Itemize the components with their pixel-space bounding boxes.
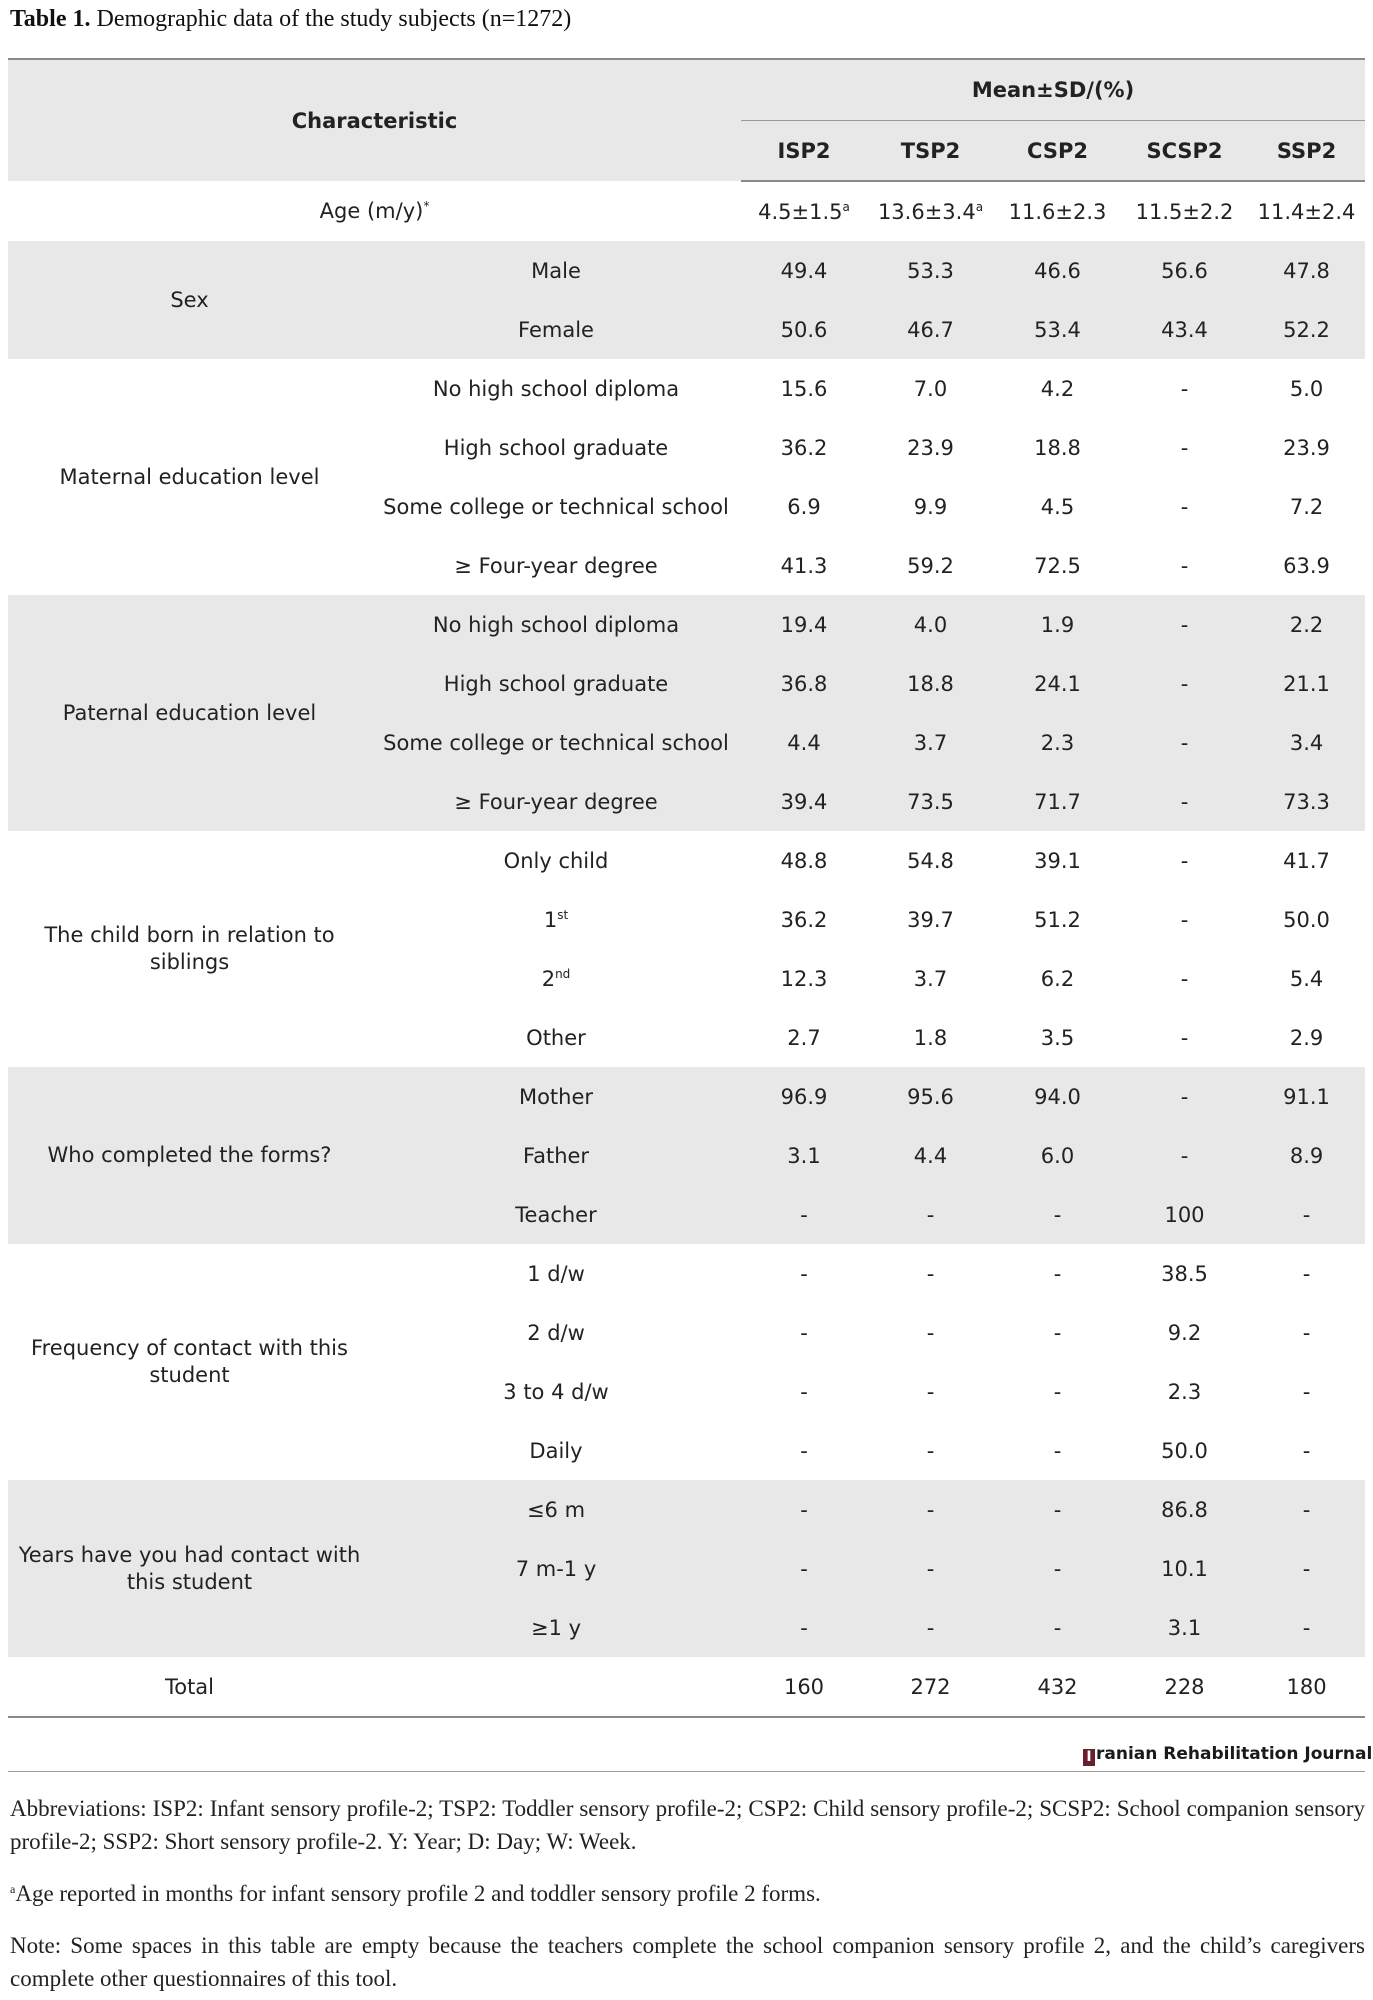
table-cell: 7.0 [913, 376, 948, 401]
table-cell: 15.6 [780, 376, 828, 401]
table-cell: - [1053, 1438, 1062, 1463]
table-cell: 9.2 [1167, 1320, 1202, 1345]
row-label: ≤6 m [371, 1480, 741, 1539]
table-cell: 3.1 [741, 1126, 867, 1185]
table-cell: 91.1 [1248, 1067, 1365, 1126]
table-cell: 6.2 [1040, 966, 1075, 991]
total-cell: 160 [741, 1657, 867, 1717]
table-body [8, 181, 1365, 1717]
table-cell: 56.6 [1121, 241, 1248, 300]
table-cell: 39.1 [1034, 848, 1081, 873]
table-cell: 100 [1121, 1185, 1248, 1244]
journal-logo-mark: I [1083, 1749, 1095, 1766]
table-cell: 4.4 [867, 1126, 994, 1185]
table-cell: 53.3 [867, 241, 994, 300]
header-characteristic: Characteristic [8, 59, 741, 181]
table-cell: 2.7 [787, 1025, 821, 1050]
table-cell: - [800, 1438, 808, 1463]
table-cell: - [1180, 848, 1189, 873]
table-cell: 71.7 [994, 772, 1121, 831]
table-cell: - [867, 1480, 994, 1539]
row-label: Only child [503, 848, 609, 873]
table-cell: 19.4 [741, 595, 867, 654]
group-label: Years have you had contact with this student [8, 1480, 371, 1657]
age-label: Age (m/y)* [319, 199, 430, 223]
age-value: 4.5±1.5$^a$ [758, 199, 850, 224]
table-caption [10, 6, 571, 33]
table-cell: 50.0 [1283, 907, 1330, 932]
table-cell: 73.3 [1248, 772, 1365, 831]
table-cell: 95.6 [867, 1067, 994, 1126]
table-cell: - [994, 1598, 1121, 1657]
table-cell: - [741, 1539, 867, 1598]
age-value: 11.6±2.3 [1008, 199, 1107, 224]
table-cell: 3.4 [1248, 713, 1365, 772]
table-cell: - [1180, 376, 1189, 401]
table-cell: 2.3 [994, 713, 1121, 772]
age-value: 13.6±3.4$^a$ [877, 199, 984, 224]
footer-divider [8, 1771, 1365, 1772]
table-cell: - [1180, 553, 1189, 578]
table-cell: 96.9 [741, 1067, 867, 1126]
table-cell: 4.2 [1040, 376, 1075, 401]
table-cell: 43.4 [1121, 300, 1248, 359]
table-cell: 21.1 [1248, 654, 1365, 713]
table-row [8, 1067, 1365, 1126]
table-cell: 41.7 [1283, 848, 1330, 873]
table-cell: 1.8 [913, 1025, 948, 1050]
row-label: 1st [543, 907, 569, 932]
table-cell: - [1180, 435, 1189, 460]
row-label: High school graduate [443, 435, 669, 460]
table-cell: - [800, 1379, 808, 1404]
table-cell: - [1302, 1261, 1311, 1286]
table-cell: 48.8 [780, 848, 828, 873]
row-label: ≥ Four-year degree [371, 772, 741, 831]
table-cell: - [1180, 494, 1189, 519]
table-cell: 10.1 [1121, 1539, 1248, 1598]
footnote-note: Note: Some spaces in this table are empty because the teachers complete the school companion sensory profile 2, and the child’s caregivers complete other questionnaires of this tool. [10, 1933, 1365, 1991]
row-label: Other [526, 1025, 586, 1050]
table-cell: - [1121, 1067, 1248, 1126]
row-label: 7 m-1 y [371, 1539, 741, 1598]
total-cell: 180 [1248, 1657, 1365, 1717]
table-cell: 3.1 [1121, 1598, 1248, 1657]
row-label: Father [371, 1126, 741, 1185]
table-cell: 54.8 [907, 848, 954, 873]
table-cell: 59.2 [907, 553, 954, 578]
table-cell: - [994, 1185, 1121, 1244]
table-cell: 52.2 [1248, 300, 1365, 359]
table-cell: - [926, 1379, 935, 1404]
table-cell: - [1053, 1320, 1062, 1345]
table-cell: - [1180, 1025, 1189, 1050]
table-cell: - [926, 1261, 935, 1286]
table-cell: - [1248, 1598, 1365, 1657]
table-cell: - [926, 1320, 935, 1345]
table-cell: - [1302, 1320, 1311, 1345]
table-cell: 24.1 [994, 654, 1121, 713]
table-cell: - [741, 1185, 867, 1244]
table-cell: - [1053, 1379, 1062, 1404]
table-cell: 50.6 [741, 300, 867, 359]
table-cell: 5.0 [1289, 376, 1324, 401]
row-label: Mother [371, 1067, 741, 1126]
table-cell: 51.2 [1034, 907, 1081, 932]
row-label: Some college or technical school [371, 713, 741, 772]
table-header [8, 59, 1365, 181]
table-cell: 9.9 [913, 494, 948, 519]
total-cell: 432 [994, 1657, 1121, 1717]
table-cell: - [867, 1539, 994, 1598]
table-cell: 38.5 [1161, 1261, 1208, 1286]
group-label: Paternal education level [8, 595, 371, 831]
row-label: Some college or technical school [383, 494, 729, 519]
row-label: ≥ Four-year degree [454, 553, 658, 578]
table-cell: 5.4 [1289, 966, 1324, 991]
table-cell: 18.8 [867, 654, 994, 713]
table-cell: 46.6 [994, 241, 1121, 300]
table-number: Table 1. [10, 6, 91, 32]
row-label: Teacher [371, 1185, 741, 1244]
table-cell: 39.4 [741, 772, 867, 831]
table-cell: 4.5 [1040, 494, 1075, 519]
table-cell: 23.9 [907, 435, 954, 460]
table-cell: - [1121, 713, 1248, 772]
row-label: 2nd [541, 966, 571, 991]
table-cell: 49.4 [741, 241, 867, 300]
table-cell: 41.3 [780, 553, 828, 578]
row-label: 2 d/w [527, 1320, 585, 1345]
table-cell: - [1248, 1185, 1365, 1244]
total-row [8, 1657, 1365, 1717]
row-label: Male [371, 241, 741, 300]
header-column: CSP2 [994, 121, 1121, 182]
table-title: Demographic data of the study subjects (n=1272) [96, 6, 572, 32]
header-column: SSP2 [1248, 121, 1365, 182]
table-cell: 1.9 [994, 595, 1121, 654]
row-label: No high school diploma [371, 595, 741, 654]
table-cell: - [867, 1598, 994, 1657]
table-row [8, 1244, 1365, 1303]
table-cell: 53.4 [994, 300, 1121, 359]
table-cell: 6.9 [787, 494, 821, 519]
table-cell: - [1248, 1539, 1365, 1598]
table-cell: - [1248, 1480, 1365, 1539]
table-cell: 63.9 [1283, 553, 1330, 578]
header-column: SCSP2 [1121, 121, 1248, 182]
table-cell: 6.0 [994, 1126, 1121, 1185]
row-label: 1 d/w [527, 1261, 585, 1286]
table-cell: 86.8 [1121, 1480, 1248, 1539]
row-label: High school graduate [371, 654, 741, 713]
table-cell: 36.2 [780, 907, 828, 932]
total-cell: 272 [867, 1657, 994, 1717]
header-column: TSP2 [867, 121, 994, 182]
row-label: 3 to 4 d/w [503, 1379, 609, 1404]
table-cell: 46.7 [867, 300, 994, 359]
table-cell: 4.0 [867, 595, 994, 654]
group-label: The child born in relation to siblings [44, 923, 335, 974]
table-cell: 8.9 [1248, 1126, 1365, 1185]
total-label: Total [8, 1657, 371, 1717]
footnote-abbreviations: Abbreviations: ISP2: Infant sensory profile-2; TSP2: Toddler sensory profile-2; CSP2: Child sensory profile-2; SCSP2: School companion sensory profile-2; SSP2: Short sensory profile-2. Y: Year; D: Day; W: Week. [10, 1796, 1365, 1854]
table-cell: 12.3 [780, 966, 828, 991]
table-row [8, 241, 1365, 300]
footnote-age: $^a$Age reported in months for infant sensory profile 2 and toddler sensory profile 2 forms. [10, 1881, 821, 1906]
table-cell: 36.8 [741, 654, 867, 713]
table-cell: 3.7 [913, 966, 948, 991]
header-column: ISP2 [741, 121, 867, 182]
age-value: 11.5±2.2 [1135, 199, 1234, 224]
demographic-table [8, 58, 1365, 1718]
table-cell: - [741, 1480, 867, 1539]
table-cell: 2.2 [1248, 595, 1365, 654]
table-cell: 47.8 [1248, 241, 1365, 300]
table-cell: 50.0 [1161, 1438, 1208, 1463]
row-label: No high school diploma [432, 376, 680, 401]
table-cell: - [1121, 772, 1248, 831]
table-cell: - [1302, 1438, 1311, 1463]
table-cell: 94.0 [994, 1067, 1121, 1126]
table-cell: 2.9 [1289, 1025, 1324, 1050]
row-label: ≥1 y [371, 1598, 741, 1657]
total-spacer [371, 1657, 741, 1717]
table-cell: - [741, 1598, 867, 1657]
age-row [8, 181, 1365, 241]
age-value: 11.4±2.4 [1257, 199, 1356, 224]
header-mean-sd: Mean±SD/(%) [741, 59, 1365, 121]
table-cell: 4.4 [741, 713, 867, 772]
table-cell: - [994, 1539, 1121, 1598]
table-row [8, 595, 1365, 654]
row-label: Female [371, 300, 741, 359]
table-cell: 36.2 [780, 435, 828, 460]
table-cell: - [800, 1320, 808, 1345]
group-label: Maternal education level [59, 464, 320, 489]
table-cell: 3.5 [1040, 1025, 1075, 1050]
table-cell: - [800, 1261, 808, 1286]
table-cell: 39.7 [907, 907, 954, 932]
group-label: Frequency of contact with this student [31, 1336, 348, 1387]
journal-logo: I ranian Rehabilitation Journal [1083, 1744, 1365, 1766]
group-label: Sex [8, 241, 371, 359]
table-cell: - [1121, 654, 1248, 713]
table-row [8, 359, 1365, 418]
table-cell: - [1180, 907, 1189, 932]
table-cell: - [867, 1185, 994, 1244]
table-cell: 73.5 [867, 772, 994, 831]
table-cell: - [1302, 1379, 1311, 1404]
table-cell: - [1121, 1126, 1248, 1185]
table-cell: 7.2 [1289, 494, 1324, 519]
table-cell: - [1121, 595, 1248, 654]
table-cell: 23.9 [1283, 435, 1330, 460]
table-row [8, 1480, 1365, 1539]
table-cell: 72.5 [1034, 553, 1081, 578]
table-cell: - [926, 1438, 935, 1463]
table-cell: 18.8 [1034, 435, 1081, 460]
group-label: Who completed the forms? [8, 1067, 371, 1244]
table-cell: 2.3 [1167, 1379, 1202, 1404]
table-cell: - [994, 1480, 1121, 1539]
table-row [8, 831, 1365, 890]
table-cell: - [1053, 1261, 1062, 1286]
row-label: Daily [529, 1438, 583, 1463]
total-cell: 228 [1121, 1657, 1248, 1717]
table-cell: - [1180, 966, 1189, 991]
table-cell: 3.7 [867, 713, 994, 772]
